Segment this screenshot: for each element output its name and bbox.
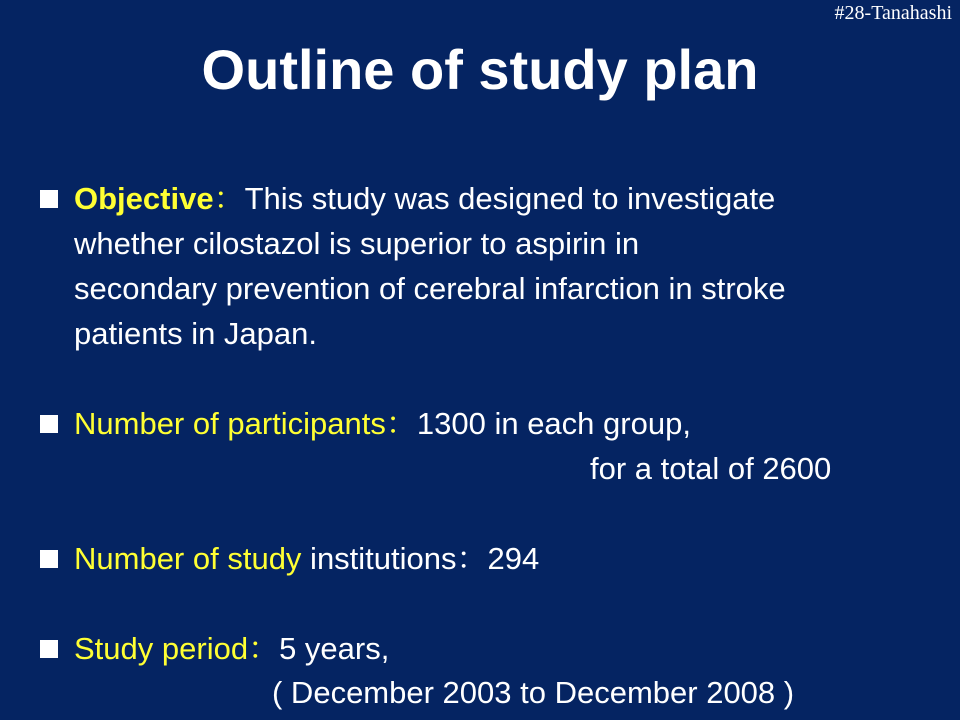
study-period-value: 5 years, (279, 631, 390, 666)
bullet-institutions (40, 536, 940, 581)
slide-title: Outline of study plan (201, 38, 759, 101)
participants-line (74, 401, 944, 446)
study-period-line (74, 626, 944, 671)
objective-text-line-1: This study was designed to investigate (244, 181, 776, 216)
objective-label: Objective (74, 181, 214, 216)
bullet-study-period (40, 626, 940, 671)
bullet-participants (40, 401, 940, 446)
objective-text-line-4: patients in Japan. (74, 316, 318, 351)
study-period-label: Study period (74, 631, 249, 666)
study-period-separator: ： (248, 631, 280, 666)
slide-tag: #28-Tanahashi (834, 2, 952, 24)
bullet-square-icon (40, 550, 58, 568)
participants-continuation: for a total of 2600 (590, 451, 832, 486)
objective-line-1 (74, 176, 944, 221)
institutions-label: Number of study (74, 541, 302, 576)
objective-separator: ： (213, 181, 245, 216)
participants-value: 1300 in each group, (416, 406, 691, 441)
institutions-value: institutions：294 (301, 541, 540, 576)
institutions-line (74, 536, 944, 581)
bullet-objective-text (74, 176, 944, 356)
bullet-square-icon (40, 415, 58, 433)
participants-label: Number of participants (74, 406, 386, 441)
bullet-objective (40, 176, 940, 356)
study-period-continuation: ( December 2003 to December 2008 ) (272, 675, 795, 710)
objective-text-line-2: whether cilostazol is superior to aspirin in (74, 226, 640, 261)
bullet-square-icon (40, 190, 58, 208)
objective-text-line-3: secondary prevention of cerebral infarction in stroke (74, 271, 786, 306)
participants-separator: ： (385, 406, 417, 441)
bullet-square-icon (40, 640, 58, 658)
